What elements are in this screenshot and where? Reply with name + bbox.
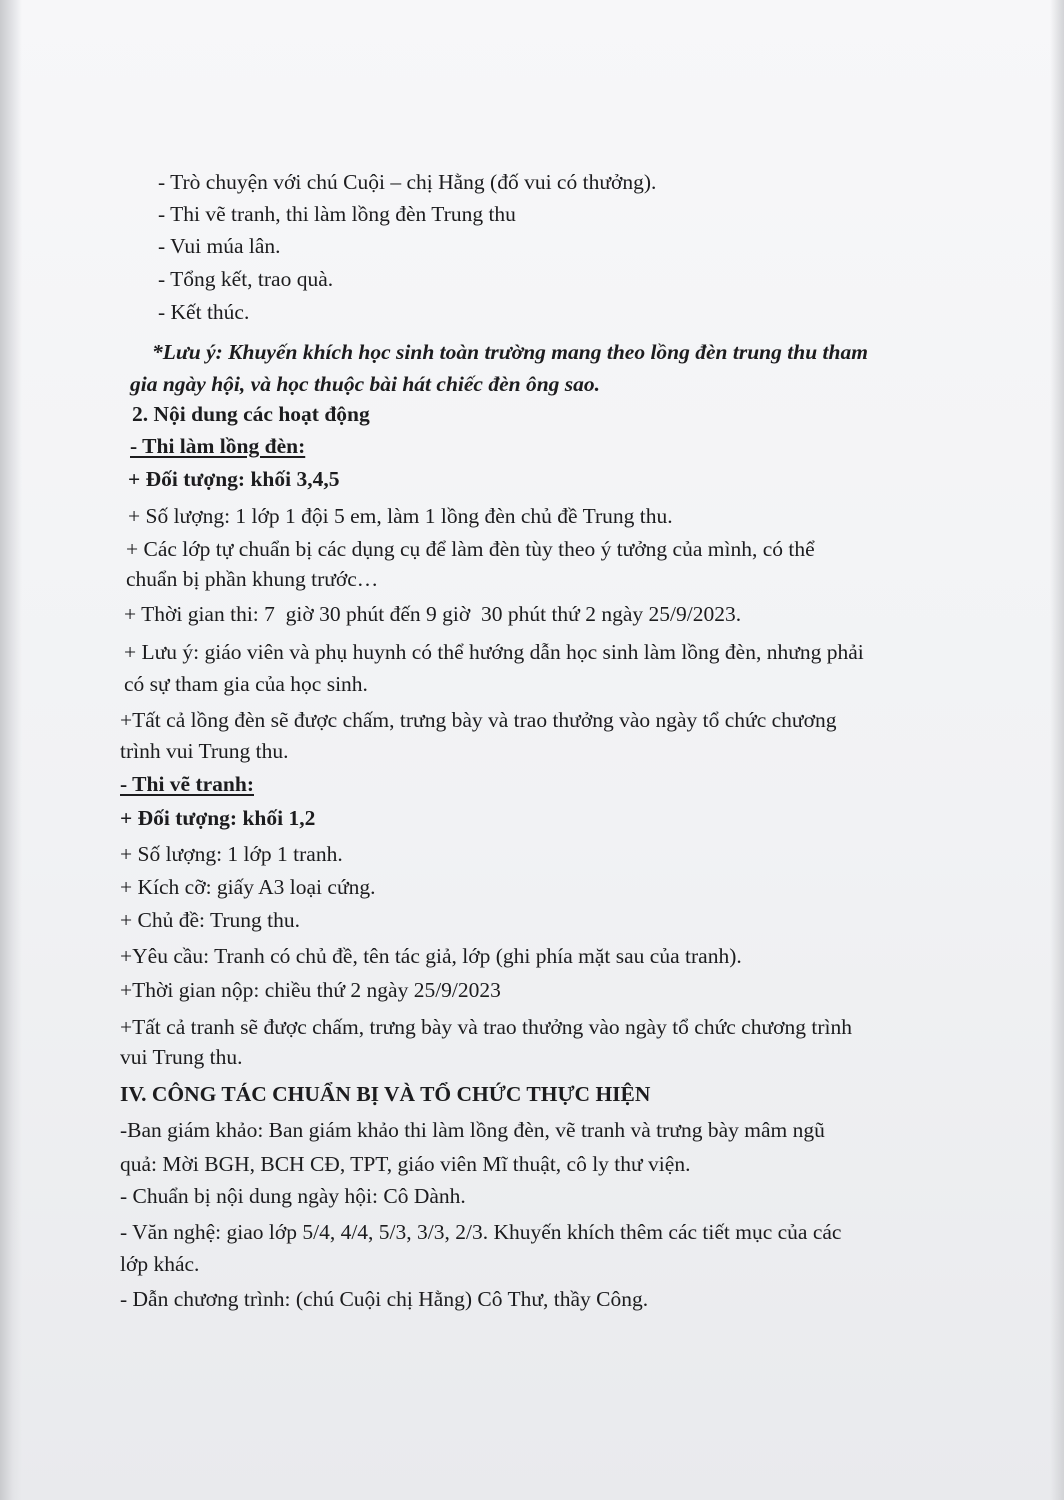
lantern-judging-line-2: trình vui Trung thu. [120, 739, 289, 763]
drawing-target: + Đối tượng: khối 1,2 [120, 806, 316, 830]
lantern-time: + Thời gian thi: 7 giờ 30 phút đến 9 giờ 30 phút thứ 2 ngày 25/9/2023. [124, 602, 742, 626]
section-4-heading: IV. CÔNG TÁC CHUẨN BỊ VÀ TỔ CHỨC THỰC HIỆN [120, 1082, 651, 1106]
lantern-judging-line-1: +Tất cả lồng đèn sẽ được chấm, trưng bày và trao thưởng vào ngày tổ chức chương [120, 708, 837, 732]
section-2-heading: 2. Nội dung các hoạt động [132, 402, 370, 426]
schedule-item: - Trò chuyện với chú Cuội – chị Hằng (đố vui có thưởng). [158, 170, 657, 194]
drawing-judging-line-1: +Tất cả tranh sẽ được chấm, trưng bày và trao thưởng vào ngày tổ chức chương trình [120, 1015, 852, 1039]
drawing-requirement: +Yêu cầu: Tranh có chủ đề, tên tác giả, lớp (ghi phía mặt sau của tranh). [120, 944, 742, 968]
schedule-item: - Vui múa lân. [158, 234, 281, 258]
mc-assignment: - Dẫn chương trình: (chú Cuội chị Hằng) Cô Thư, thầy Công. [120, 1287, 649, 1311]
drawing-theme: + Chủ đề: Trung thu. [120, 908, 300, 932]
jury-line-1: -Ban giám khảo: Ban giám khảo thi làm lồng đèn, vẽ tranh và trưng bày mâm ngũ [120, 1118, 825, 1142]
lantern-contest-heading: - Thi làm lồng đèn: [130, 434, 306, 458]
lantern-note-line-2: có sự tham gia của học sinh. [124, 672, 368, 696]
drawing-judging-line-2: vui Trung thu. [120, 1045, 243, 1069]
content-prep: - Chuẩn bị nội dung ngày hội: Cô Dành. [120, 1184, 466, 1208]
schedule-item: - Tổng kết, trao quà. [158, 267, 334, 291]
drawing-size: + Kích cỡ: giấy A3 loại cứng. [120, 875, 376, 899]
note-line-2: gia ngày hội, và học thuộc bài hát chiếc đèn ông sao. [130, 372, 601, 396]
drawing-contest-heading: - Thi vẽ tranh: [120, 772, 254, 796]
lantern-prep-line-2: chuẩn bị phần khung trước… [126, 567, 379, 591]
jury-line-2: quả: Mời BGH, BCH CĐ, TPT, giáo viên Mĩ thuật, cô ly thư viện. [120, 1152, 691, 1176]
lantern-note-line-1: + Lưu ý: giáo viên và phụ huynh có thể hướng dẫn học sinh làm lồng đèn, nhưng phải [124, 640, 864, 664]
arts-line-1: - Văn nghệ: giao lớp 5/4, 4/4, 5/3, 3/3, 2/3. Khuyến khích thêm các tiết mục của các [120, 1220, 842, 1244]
lantern-quantity: + Số lượng: 1 lớp 1 đội 5 em, làm 1 lồng đèn chủ đề Trung thu. [128, 504, 673, 528]
drawing-submit-time: +Thời gian nộp: chiều thứ 2 ngày 25/9/2023 [120, 978, 501, 1002]
lantern-target: + Đối tượng: khối 3,4,5 [128, 467, 340, 491]
note-line-1: *Lưu ý: Khuyến khích học sinh toàn trường mang theo lồng đèn trung thu tham [152, 340, 868, 364]
schedule-item: - Kết thúc. [158, 300, 250, 324]
arts-line-2: lớp khác. [120, 1252, 200, 1276]
lantern-prep-line-1: + Các lớp tự chuẩn bị các dụng cụ để làm đèn tùy theo ý tưởng của mình, có thể [126, 537, 815, 561]
drawing-quantity: + Số lượng: 1 lớp 1 tranh. [120, 842, 343, 866]
schedule-item: - Thi vẽ tranh, thi làm lồng đèn Trung thu [158, 202, 516, 226]
